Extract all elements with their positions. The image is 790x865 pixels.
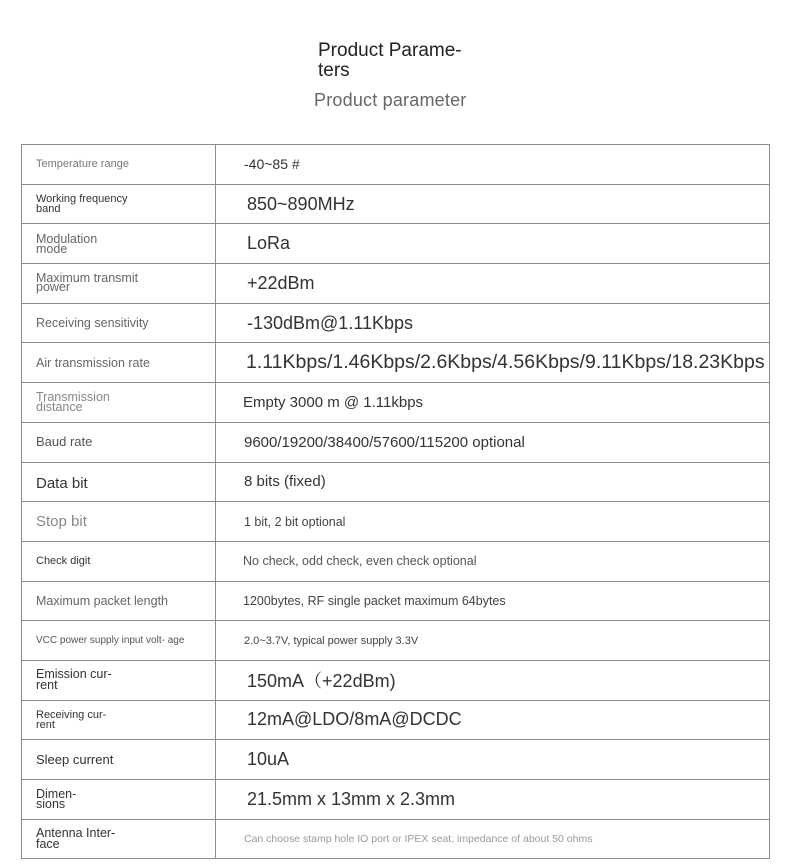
param-value: -40~85 # xyxy=(244,156,300,173)
param-value: 2.0~3.7V, typical power supply 3.3V xyxy=(244,634,419,647)
param-label: Maximum packet length xyxy=(36,593,169,608)
param-value: 850~890MHz xyxy=(247,193,355,214)
param-label: Modulation mode xyxy=(36,231,98,256)
param-value: -130dBm@1.11Kbps xyxy=(247,312,414,333)
param-value: 9600/19200/38400/57600/115200 optional xyxy=(244,433,525,451)
table-row xyxy=(22,780,770,820)
table-row xyxy=(22,502,770,542)
param-label: Emission cur- rent xyxy=(36,667,112,693)
param-value: 21.5mm x 13mm x 2.3mm xyxy=(247,788,456,809)
table-row xyxy=(22,184,770,224)
param-value: Can choose stamp hole IO port or IPEX seat, impedance of about 50 ohms xyxy=(244,833,593,846)
param-label: Data bit xyxy=(36,474,88,492)
param-label: Air transmission rate xyxy=(36,355,150,370)
table-row xyxy=(22,621,770,661)
table-row xyxy=(22,224,770,264)
param-label: Maximum transmit power xyxy=(36,271,139,295)
param-label: Temperature range xyxy=(36,158,129,171)
table-row xyxy=(22,581,770,621)
param-label: Sleep current xyxy=(36,751,114,767)
table-row xyxy=(22,462,770,502)
table-row xyxy=(22,383,770,423)
param-value: LoRa xyxy=(247,233,291,254)
table-row xyxy=(22,422,770,462)
param-value: 8 bits (fixed) xyxy=(244,473,326,491)
param-label: Working frequency band xyxy=(36,193,128,216)
table-row xyxy=(22,660,770,700)
param-value: 1200bytes, RF single packet maximum 64bytes xyxy=(243,593,506,608)
param-label: Antenna Inter- face xyxy=(36,826,116,852)
parameter-table xyxy=(21,144,770,859)
param-label: VCC power supply input volt- age xyxy=(36,634,185,646)
page-title: Product Parame- ters xyxy=(318,40,462,81)
param-label: Baud rate xyxy=(36,434,93,450)
page-subtitle: Product parameter xyxy=(314,90,467,110)
table-row xyxy=(22,819,770,859)
param-value: +22dBm xyxy=(247,272,315,293)
param-label: Stop bit xyxy=(36,512,87,530)
param-label: Dimen- sions xyxy=(36,787,77,812)
table-row xyxy=(22,343,770,383)
table-row xyxy=(22,145,770,185)
param-value: 10uA xyxy=(247,749,290,770)
table-row xyxy=(22,700,770,740)
param-label: Receiving cur- rent xyxy=(36,708,107,731)
param-label: Receiving sensitivity xyxy=(36,316,149,331)
param-value: 150mA（+22dBm) xyxy=(247,671,396,692)
table-row xyxy=(22,303,770,343)
param-label: Check digit xyxy=(36,555,91,568)
param-label: Transmission distance xyxy=(36,390,110,415)
table-row xyxy=(22,264,770,304)
param-value: Empty 3000 m @ 1.11kbps xyxy=(243,393,424,411)
param-value: 1 bit, 2 bit optional xyxy=(244,514,346,529)
param-value: No check, odd check, even check optional xyxy=(243,554,477,569)
param-value: 1.11Kbps/1.46Kbps/2.6Kbps/4.56Kbps/9.11Kbps/18.23Kbps xyxy=(246,351,765,374)
table-row xyxy=(22,740,770,780)
param-value: 12mA@LDO/8mA@DCDC xyxy=(247,709,462,730)
table-row xyxy=(22,541,770,581)
